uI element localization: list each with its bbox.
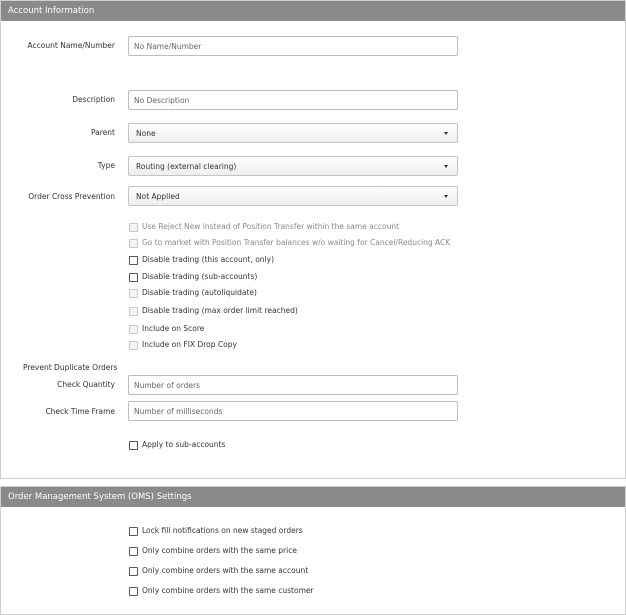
checkbox-box[interactable] — [129, 273, 138, 282]
check-quantity-input[interactable] — [128, 375, 458, 395]
description-input[interactable] — [128, 90, 458, 110]
checkbox-label: Disable trading (max order limit reached) — [142, 306, 298, 315]
checkbox-box[interactable] — [129, 587, 138, 596]
account-name-placeholder: No Name/Number — [134, 42, 202, 51]
checkbox-box — [129, 325, 138, 334]
check-time-frame-input[interactable] — [128, 401, 458, 421]
order-cross-prevention-value: Not Applied — [136, 192, 180, 201]
checkbox-label: Use Reject New instead of Position Transfer within the same account — [142, 222, 400, 231]
checkbox-box — [129, 341, 138, 350]
checkbox-label: Disable trading (autoliquidate) — [142, 288, 257, 297]
caret-down-icon — [444, 132, 448, 135]
checkbox-box[interactable] — [129, 527, 138, 536]
check-time-frame-label: Check Time Frame — [45, 407, 115, 416]
checkbox-label: Lock fill notifications on new staged orders — [142, 526, 303, 535]
checkbox-label: Apply to sub-accounts — [142, 440, 226, 449]
checkbox-label: Disable trading (this account, only) — [142, 255, 275, 264]
checkbox-label: Disable trading (sub-accounts) — [142, 272, 258, 281]
oms-settings-panel — [0, 486, 626, 615]
account-name-input[interactable] — [128, 36, 458, 56]
type-label: Type — [97, 161, 115, 170]
checkbox-label: Include on Score — [142, 324, 205, 333]
check-time-frame-placeholder: Number of milliseconds — [134, 407, 223, 416]
check-quantity-placeholder: Number of orders — [134, 381, 201, 390]
check-quantity-label: Check Quantity — [57, 380, 115, 389]
checkbox-label: Only combine orders with the same price — [142, 546, 297, 555]
checkbox-box — [129, 289, 138, 298]
type-value: Routing (external clearing) — [136, 162, 237, 171]
parent-label: Parent — [90, 128, 115, 137]
checkbox-box[interactable] — [129, 567, 138, 576]
account-information-header: Account Information — [1, 1, 625, 21]
type-select[interactable] — [128, 156, 458, 176]
parent-select[interactable] — [128, 123, 458, 143]
parent-value: None — [136, 129, 156, 138]
oms-settings-header: Order Management System (OMS) Settings — [1, 487, 625, 507]
description-label: Description — [72, 95, 115, 104]
caret-down-icon — [444, 165, 448, 168]
checkbox-box[interactable] — [129, 547, 138, 556]
checkbox-box — [129, 239, 138, 248]
checkbox-box — [129, 307, 138, 316]
order-cross-prevention-label: Order Cross Prevention — [28, 192, 115, 201]
prevent-duplicate-orders-heading: Prevent Duplicate Orders — [23, 363, 118, 372]
checkbox-box[interactable] — [129, 441, 138, 450]
checkbox-label: Include on FIX Drop Copy — [142, 340, 237, 349]
description-placeholder: No Description — [134, 96, 190, 105]
caret-down-icon — [444, 195, 448, 198]
account-name-label: Account Name/Number — [27, 41, 115, 50]
checkbox-label: Only combine orders with the same account — [142, 566, 309, 575]
checkbox-box — [129, 223, 138, 232]
checkbox-box[interactable] — [129, 256, 138, 265]
order-cross-prevention-select[interactable] — [128, 186, 458, 206]
checkbox-label: Only combine orders with the same customer — [142, 586, 314, 595]
checkbox-label: Go to market with Position Transfer balances w/o waiting for Cancel/Reducing ACK — [142, 238, 451, 247]
